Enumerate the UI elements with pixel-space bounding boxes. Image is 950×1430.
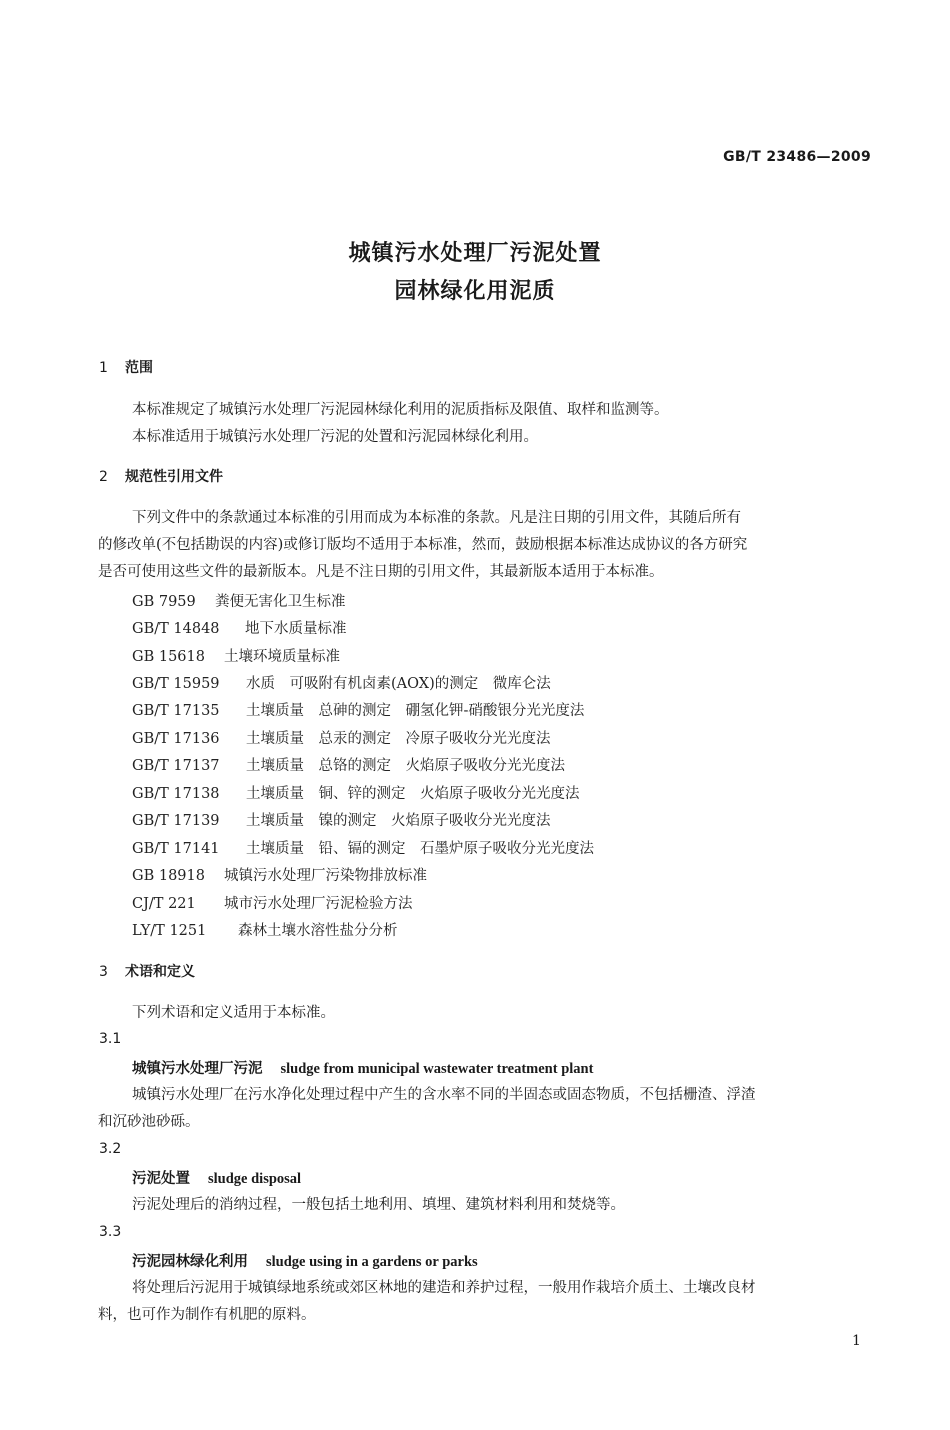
scope-paragraph-1: 本标准规定了城镇污水处理厂污泥园林绿化利用的泥质指标及限值、取样和监测等。 — [132, 402, 669, 418]
term-heading — [132, 1167, 301, 1188]
terms-intro: 下列术语和定义适用于本标准。 — [132, 1005, 335, 1021]
section-2-heading — [99, 466, 223, 486]
reference-item — [132, 864, 427, 885]
references-intro-line-3: 是否可使用这些文件的最新版本。凡是不注日期的引用文件，其最新版本适用于本标准。 — [98, 564, 664, 580]
term-english: sludge using in a gardens or parks — [266, 1254, 478, 1270]
reference-title: 城市污水处理厂污泥检验方法 — [224, 896, 413, 912]
reference-code: LY/T 1251 — [132, 923, 207, 939]
term-number: 3.1 — [99, 1031, 122, 1047]
term-english: sludge disposal — [208, 1171, 302, 1187]
page-number: 1 — [852, 1333, 861, 1349]
document-title-line-1: 城镇污水处理厂污泥处置 — [348, 241, 602, 266]
standard-code: GB/T 23486—2009 — [723, 149, 871, 165]
section-number: 3 — [99, 964, 108, 980]
term-number: 3.2 — [99, 1141, 122, 1157]
section-number: 2 — [99, 469, 108, 485]
term-definition-line: 污泥处理后的消纳过程，一般包括土地利用、填埋、建筑材料利用和焚烧等。 — [132, 1197, 625, 1213]
scope-paragraph-2: 本标准适用于城镇污水处理厂污泥的处置和污泥园林绿化利用。 — [132, 429, 538, 445]
reference-item — [132, 617, 347, 638]
reference-title: 土壤环境质量标准 — [224, 649, 340, 665]
reference-code: GB/T 15959 — [132, 676, 220, 692]
reference-code: GB 15618 — [132, 649, 205, 665]
reference-code: GB 7959 — [132, 594, 196, 610]
reference-item — [132, 672, 551, 693]
reference-code: GB/T 17136 — [132, 731, 220, 747]
reference-item — [132, 590, 346, 611]
section-title: 规范性引用文件 — [125, 469, 223, 485]
reference-item — [132, 837, 594, 858]
term-definition-line: 将处理后污泥用于城镇绿地系统或郊区林地的建造和养护过程，一般用作栽培介质土、土壤改良材 — [132, 1280, 756, 1296]
reference-title: 森林土壤水溶性盐分分析 — [238, 923, 398, 939]
term-heading — [132, 1250, 478, 1271]
reference-code: GB/T 17137 — [132, 758, 220, 774]
reference-code: GB/T 17138 — [132, 786, 220, 802]
reference-title: 粪便无害化卫生标准 — [215, 594, 346, 610]
reference-title: 地下水质量标准 — [245, 621, 347, 637]
reference-code: GB/T 17139 — [132, 813, 220, 829]
reference-code: GB 18918 — [132, 868, 205, 884]
references-intro-line-2: 的修改单(不包括勘误的内容)或修订版均不适用于本标准，然而，鼓励根据本标准达成协议的各方研究 — [98, 537, 748, 553]
section-title: 范围 — [125, 360, 153, 376]
reference-title: 水质 可吸附有机卤素(AOX)的测定 微库仑法 — [246, 676, 551, 692]
term-definition-line: 城镇污水处理厂在污水净化处理过程中产生的含水率不同的半固态或固态物质，不包括栅渣、浮渣 — [132, 1087, 756, 1103]
reference-title: 土壤质量 铜、锌的测定 火焰原子吸收分光光度法 — [246, 786, 580, 802]
section-3-heading — [99, 961, 195, 981]
reference-code: CJ/T 221 — [132, 896, 196, 912]
references-intro-line-1: 下列文件中的条款通过本标准的引用而成为本标准的条款。凡是注日期的引用文件，其随后所有 — [132, 510, 741, 526]
reference-title: 土壤质量 铅、镉的测定 石墨炉原子吸收分光光度法 — [246, 841, 594, 857]
document-title-line-2: 园林绿化用泥质 — [394, 279, 556, 304]
reference-title: 土壤质量 总砷的测定 硼氢化钾-硝酸银分光光度法 — [246, 703, 585, 719]
term-number: 3.3 — [99, 1224, 122, 1240]
term-definition-line: 料，也可作为制作有机肥的原料。 — [98, 1307, 316, 1323]
reference-item — [132, 809, 551, 830]
term-chinese: 污泥园林绿化利用 — [132, 1254, 248, 1270]
reference-code: GB/T 14848 — [132, 621, 220, 637]
reference-item — [132, 699, 584, 720]
reference-title: 城镇污水处理厂污染物排放标准 — [224, 868, 427, 884]
reference-item — [132, 645, 340, 666]
reference-title: 土壤质量 总汞的测定 冷原子吸收分光光度法 — [246, 731, 551, 747]
section-title: 术语和定义 — [125, 964, 195, 980]
term-definition-line: 和沉砂池砂砾。 — [98, 1114, 200, 1130]
reference-title: 土壤质量 总铬的测定 火焰原子吸收分光光度法 — [246, 758, 565, 774]
reference-title: 土壤质量 镍的测定 火焰原子吸收分光光度法 — [246, 813, 551, 829]
term-chinese: 污泥处置 — [132, 1171, 190, 1187]
term-chinese: 城镇污水处理厂污泥 — [132, 1061, 263, 1077]
reference-item — [132, 919, 398, 940]
reference-code: GB/T 17135 — [132, 703, 220, 719]
reference-code: GB/T 17141 — [132, 841, 220, 857]
reference-item — [132, 782, 580, 803]
reference-item — [132, 754, 565, 775]
term-heading — [132, 1057, 593, 1078]
term-english: sludge from municipal wastewater treatment plant — [280, 1061, 594, 1077]
section-number: 1 — [99, 360, 108, 376]
section-1-heading — [99, 357, 153, 377]
reference-item — [132, 892, 413, 913]
reference-item — [132, 727, 551, 748]
